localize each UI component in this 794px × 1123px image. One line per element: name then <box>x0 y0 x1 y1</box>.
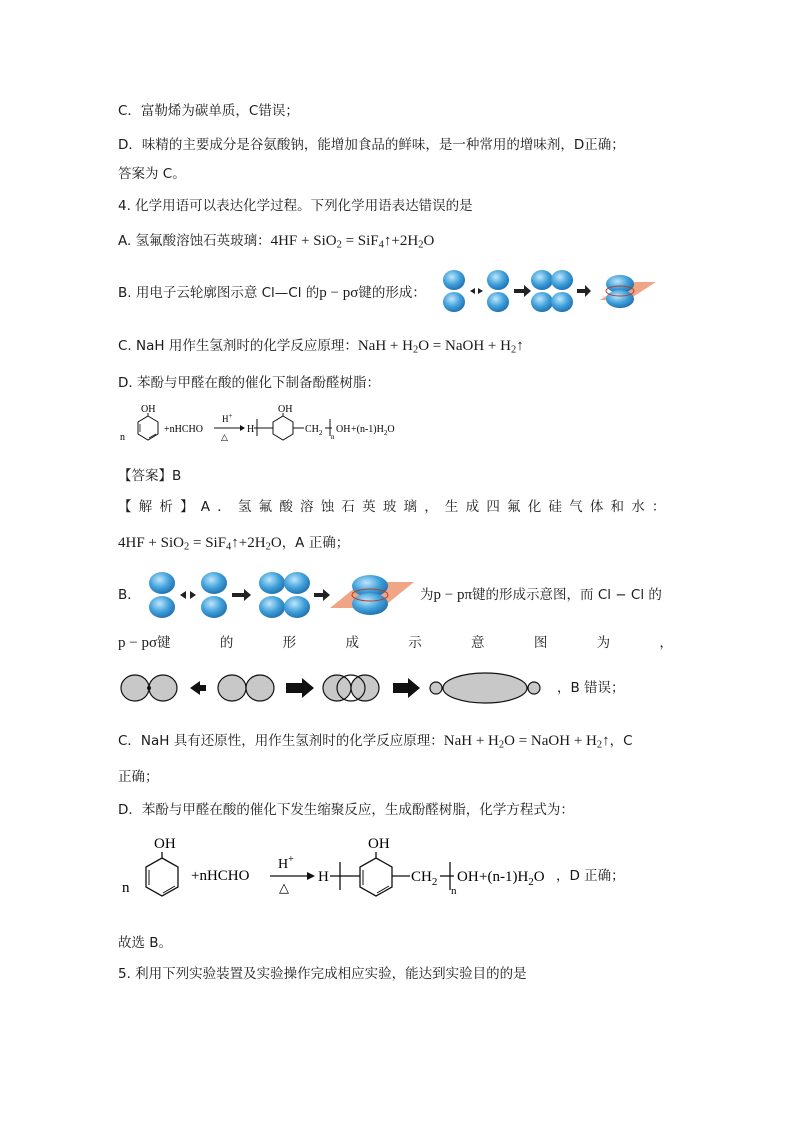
analysis-b-ppsigma: p − pσ <box>118 635 158 651</box>
answer-line: 【答案】B <box>118 468 182 484</box>
question-5-stem: 5. 利用下列实验装置及实验操作完成相应实验，能达到实验目的的是 <box>118 966 527 982</box>
svg-text:H+: H+ <box>222 412 233 424</box>
analysis-b-justified-line: p − pσ键 的 形 成 示 意 图 为 ， <box>118 635 673 651</box>
svg-text:n: n <box>122 880 130 896</box>
option-b-tail: 键的形成： <box>358 285 426 301</box>
svg-text:H: H <box>318 869 329 885</box>
analysis-b-label: B． <box>118 587 141 603</box>
line-answer-prev: 答案为 C。 <box>118 166 186 182</box>
option-a-formula: $4HF + SiO_2 = SiF_4↑+2H_2O$ <box>270 233 435 251</box>
orbital-pair-1 <box>443 270 465 312</box>
analysis-a-formula: $4HF + SiO_2 = SiF_4↑+2H_2O$，A 正确； <box>118 535 350 553</box>
line-c-prev: C．富勒烯为碳单质，C错误； <box>118 103 299 119</box>
option-b-orbital-diagram <box>440 268 660 316</box>
svg-text:CH2: $CH_2$ <box>305 424 323 437</box>
analysis-b-conclusion: ，B 错误； <box>557 680 625 696</box>
arrow-right-2 <box>577 285 591 297</box>
svg-text:H+: H+ <box>278 854 294 872</box>
line-d-prev: D．味精的主要成分是谷氨酸钠，能增加食品的鲜味，是一种常用的增味剂，D正确； <box>118 137 625 153</box>
analysis-b-pi-diagram <box>146 570 416 620</box>
svg-text:n: n <box>120 432 125 443</box>
svg-text:n: n <box>331 433 335 441</box>
svg-text:+(n-1)H2O: $+(n-1)H_2O$ <box>351 424 395 437</box>
question-4-stem: 4. 化学用语可以表达化学过程。下列化学用语表达错误的是 <box>118 198 473 214</box>
orbital-pair-2 <box>487 270 509 312</box>
svg-text:CH2: $CH_2$ <box>411 869 438 888</box>
analysis-d-tail: ，D 正确； <box>556 868 625 884</box>
svg-text:△: △ <box>221 432 228 442</box>
option-c-label: C. NaH 用作生氢剂时的化学反应原理： <box>118 338 358 354</box>
svg-text:OH: OH <box>457 869 479 885</box>
analysis-a-text: 【解析】A．氢氟酸溶蚀石英玻璃，生成四氟化硅气体和水： <box>118 499 673 515</box>
analysis-b-sigma-diagram <box>118 670 558 706</box>
arrow-left-right-1 <box>470 288 483 294</box>
svg-text:+nHCHO: +nHCHO <box>191 868 250 884</box>
option-d-reaction <box>118 398 418 448</box>
option-a <box>118 231 434 256</box>
option-c-formula: NaH + $H_2O$ = NaOH + $H_2↑$ <box>357 338 524 356</box>
option-b-ppsigma: p − pσ <box>319 285 359 301</box>
analysis-d-reaction <box>118 830 568 914</box>
svg-text:△: △ <box>279 880 289 895</box>
orbital-pair-3 <box>531 270 573 312</box>
svg-text:OH: OH <box>278 404 293 415</box>
svg-text:OH: OH <box>154 836 176 852</box>
analysis-c-line-2: 正确； <box>118 769 159 785</box>
svg-text:+nHCHO: +nHCHO <box>164 424 203 435</box>
svg-text:OH: OH <box>368 836 390 852</box>
option-b-label: B. 用电子云轮廓图示意 Cl—Cl 的 <box>118 285 320 301</box>
analysis-d-text: D．苯酚与甲醛在酸的催化下发生缩聚反应，生成酚醛树脂，化学方程式为： <box>118 802 574 818</box>
option-b <box>118 283 426 303</box>
svg-text:n: n <box>451 885 457 897</box>
arrow-right-1 <box>514 285 531 297</box>
svg-text:OH: OH <box>336 424 351 435</box>
analysis-b-explanation: 为p − pπ键的形成示意图，而 Cl − Cl 的 <box>420 587 662 603</box>
svg-text:H: H <box>247 424 255 435</box>
option-d: D. 苯酚与甲醛在酸的催化下制备酚醛树脂： <box>118 375 380 391</box>
conclusion-line: 故选 B。 <box>118 935 173 951</box>
svg-text:OH: OH <box>141 404 156 415</box>
analysis-c-line-1: C．NaH 具有还原性，用作生氢剂时的化学反应原理：NaH + $H_2O$ = NaOH + $H_2↑$，C <box>118 733 633 751</box>
svg-text:+(n-1)H2O: $+(n-1)H_2O$ <box>479 869 545 888</box>
option-c <box>118 336 524 361</box>
pi-bond-orbital <box>600 275 656 308</box>
option-a-label: A. 氢氟酸溶蚀石英玻璃： <box>118 233 271 249</box>
